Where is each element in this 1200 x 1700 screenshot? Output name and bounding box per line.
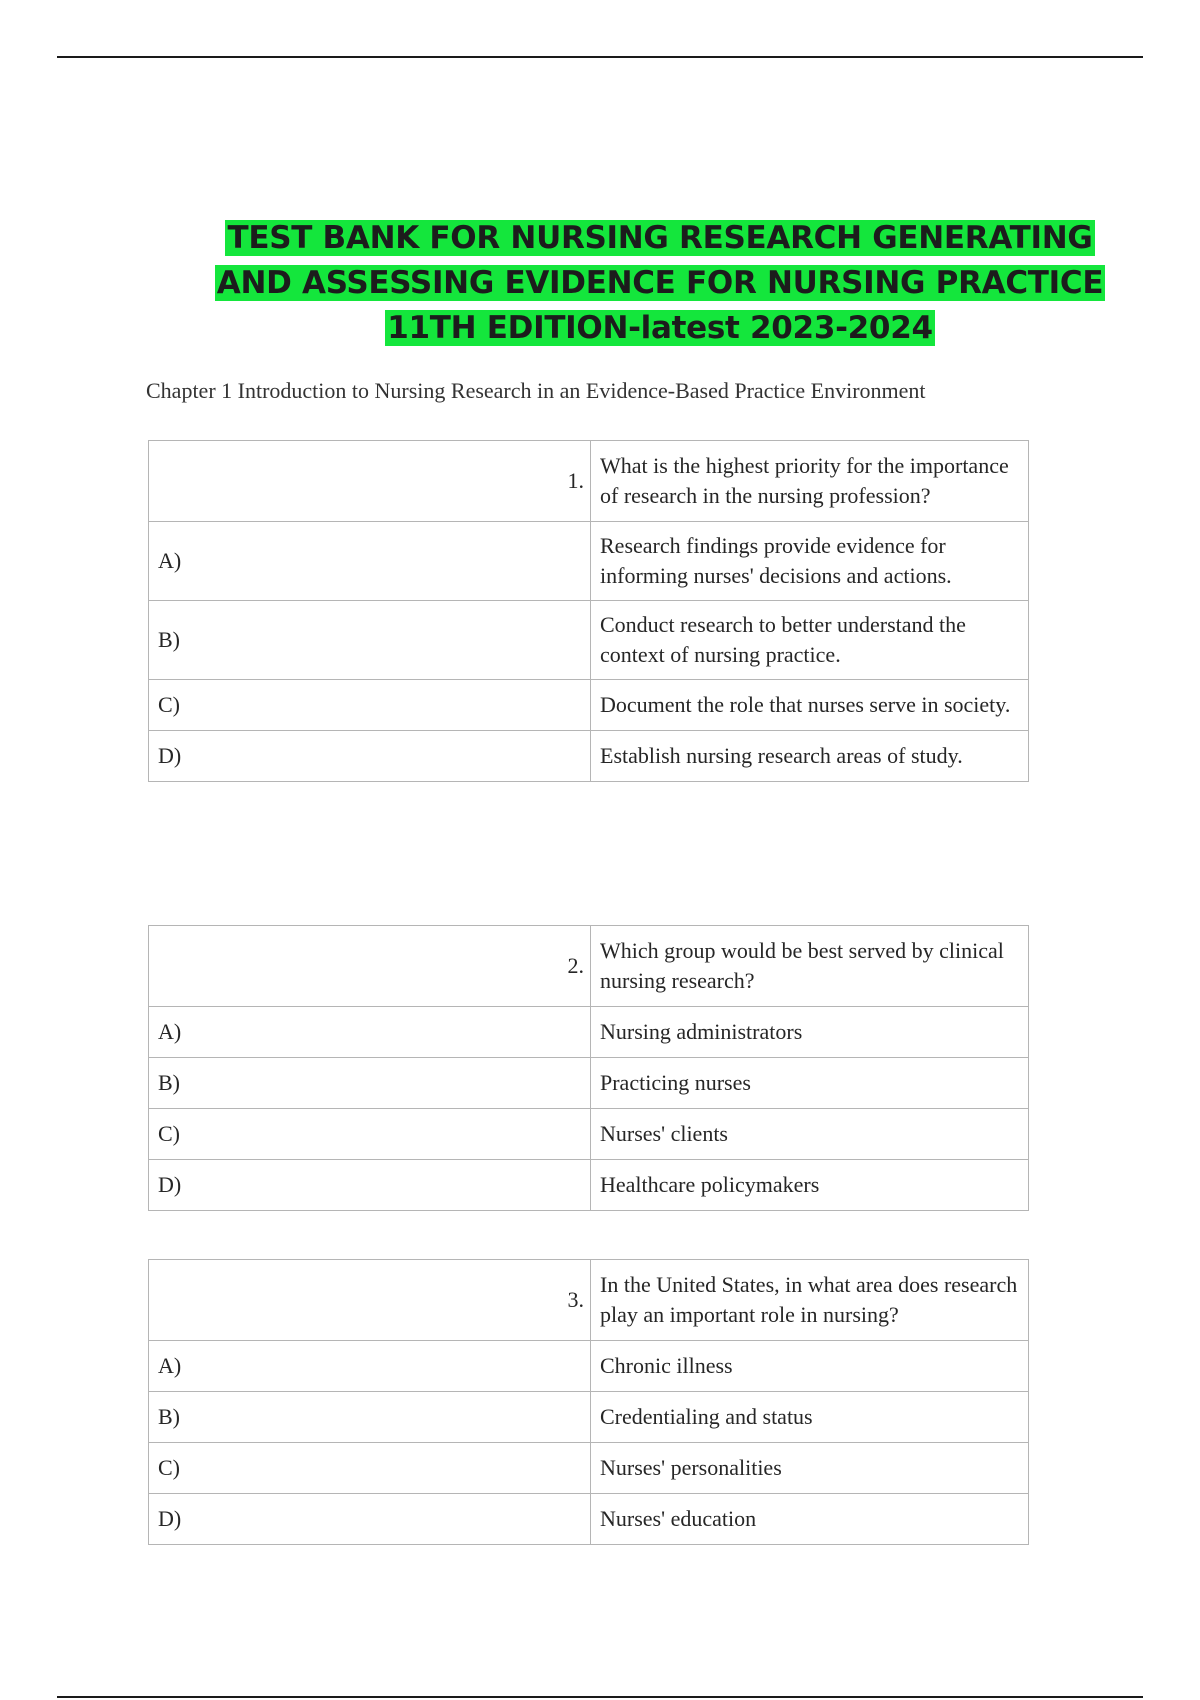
question-number: 3. bbox=[149, 1260, 591, 1341]
option-row-d bbox=[149, 1160, 1029, 1211]
question-row bbox=[149, 441, 1029, 522]
question-row bbox=[149, 926, 1029, 1007]
question-stem: In the United States, in what area does research play an important role in nursing? bbox=[591, 1260, 1029, 1341]
question-stem: What is the highest priority for the importance of research in the nursing profession? bbox=[591, 441, 1029, 522]
option-row-b bbox=[149, 601, 1029, 680]
option-text: Conduct research to better understand the context of nursing practice. bbox=[591, 601, 1029, 680]
option-text: Healthcare policymakers bbox=[591, 1160, 1029, 1211]
option-row-b bbox=[149, 1392, 1029, 1443]
option-letter: A) bbox=[149, 1007, 591, 1058]
question-number: 2. bbox=[149, 926, 591, 1007]
option-row-a bbox=[149, 522, 1029, 601]
top-rule bbox=[57, 56, 1143, 58]
option-letter: C) bbox=[149, 1443, 591, 1494]
option-letter: C) bbox=[149, 680, 591, 731]
title-line-3: 11TH EDITION-latest 2023-2024 bbox=[387, 310, 933, 346]
option-text: Document the role that nurses serve in society. bbox=[591, 680, 1029, 731]
question-stem: Which group would be best served by clinical nursing research? bbox=[591, 926, 1029, 1007]
option-row-d bbox=[149, 1494, 1029, 1545]
option-letter: B) bbox=[149, 601, 591, 680]
question-table-2 bbox=[148, 925, 1029, 1211]
option-row-d bbox=[149, 731, 1029, 782]
question-row bbox=[149, 1260, 1029, 1341]
option-row-c bbox=[149, 680, 1029, 731]
option-letter: B) bbox=[149, 1392, 591, 1443]
chapter-heading: Chapter 1 Introduction to Nursing Research in an Evidence-Based Practice Environment bbox=[146, 378, 926, 403]
option-text: Nurses' clients bbox=[591, 1109, 1029, 1160]
title-line-1: TEST BANK FOR NURSING RESEARCH GENERATING bbox=[227, 220, 1093, 256]
question-number: 1. bbox=[149, 441, 591, 522]
question-table-3 bbox=[148, 1259, 1029, 1545]
title-line-2: AND ASSESSING EVIDENCE FOR NURSING PRACTICE bbox=[216, 265, 1104, 301]
option-row-c bbox=[149, 1109, 1029, 1160]
document-title bbox=[200, 216, 1120, 351]
option-letter: C) bbox=[149, 1109, 591, 1160]
option-letter: D) bbox=[149, 1160, 591, 1211]
option-text: Establish nursing research areas of study. bbox=[591, 731, 1029, 782]
bottom-rule bbox=[57, 1696, 1143, 1698]
option-text: Research findings provide evidence for informing nurses' decisions and actions. bbox=[591, 522, 1029, 601]
option-letter: A) bbox=[149, 522, 591, 601]
option-row-c bbox=[149, 1443, 1029, 1494]
option-row-a bbox=[149, 1341, 1029, 1392]
option-text: Nursing administrators bbox=[591, 1007, 1029, 1058]
option-row-b bbox=[149, 1058, 1029, 1109]
question-table-1 bbox=[148, 440, 1029, 782]
option-text: Nurses' education bbox=[591, 1494, 1029, 1545]
option-text: Chronic illness bbox=[591, 1341, 1029, 1392]
option-text: Practicing nurses bbox=[591, 1058, 1029, 1109]
option-letter: D) bbox=[149, 731, 591, 782]
option-letter: D) bbox=[149, 1494, 591, 1545]
option-letter: A) bbox=[149, 1341, 591, 1392]
option-text: Nurses' personalities bbox=[591, 1443, 1029, 1494]
option-letter: B) bbox=[149, 1058, 591, 1109]
option-text: Credentialing and status bbox=[591, 1392, 1029, 1443]
option-row-a bbox=[149, 1007, 1029, 1058]
